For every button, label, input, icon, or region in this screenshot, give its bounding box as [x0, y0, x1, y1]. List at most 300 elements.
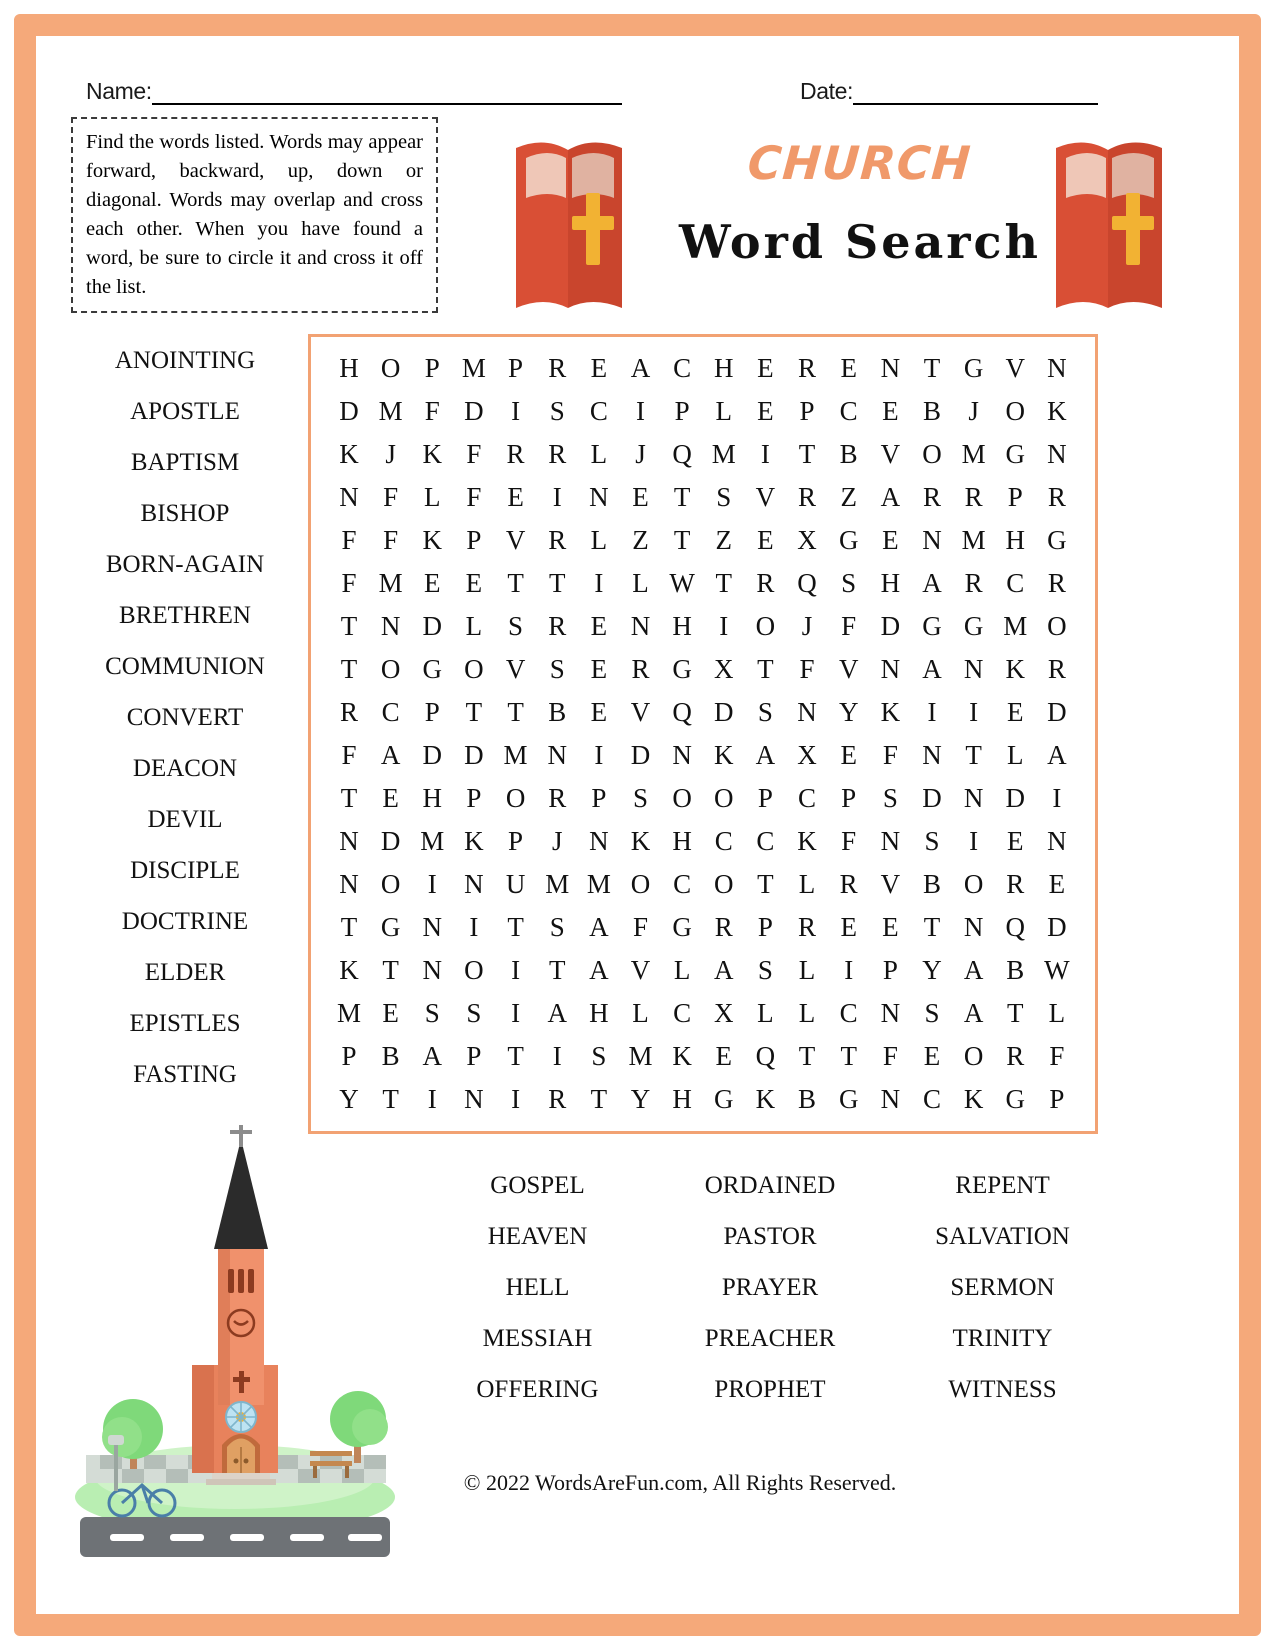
grid-cell[interactable]: N — [880, 998, 901, 1028]
grid-cell[interactable]: I — [760, 439, 770, 469]
grid-cell[interactable]: E — [382, 998, 399, 1028]
word-search-grid[interactable] — [308, 334, 1098, 1134]
grid-cell[interactable]: S — [591, 1041, 607, 1071]
grid-cell[interactable]: W — [669, 568, 695, 598]
grid-cell[interactable]: D — [1047, 912, 1067, 942]
grid-cell[interactable]: G — [380, 912, 401, 942]
grid-cell[interactable]: D — [422, 611, 443, 641]
grid-cell[interactable]: B — [1006, 955, 1025, 985]
grid-cell[interactable]: Y — [922, 955, 942, 985]
grid-cell[interactable]: M — [378, 396, 403, 426]
grid-cell[interactable]: J — [968, 396, 979, 426]
grid-cell[interactable]: T — [507, 1041, 524, 1071]
grid-cell[interactable]: N — [1047, 826, 1067, 856]
word-list-item[interactable]: SALVATION — [935, 1223, 1070, 1250]
grid-cell[interactable]: P — [466, 1041, 482, 1071]
grid-cell[interactable]: R — [714, 912, 733, 942]
grid-cell[interactable]: X — [797, 740, 817, 770]
word-list-item[interactable]: HELL — [505, 1274, 570, 1301]
grid-cell[interactable]: K — [755, 1084, 776, 1114]
grid-cell[interactable]: R — [339, 697, 358, 727]
grid-cell[interactable]: C — [673, 353, 692, 383]
word-list-item[interactable]: MESSIAH — [482, 1325, 593, 1352]
grid-cell[interactable]: I — [844, 955, 854, 985]
grid-cell[interactable]: L — [632, 568, 649, 598]
grid-cell[interactable]: N — [339, 826, 359, 856]
grid-cell[interactable]: N — [922, 525, 942, 555]
grid-cell[interactable]: T — [382, 955, 399, 985]
grid-cell[interactable]: K — [422, 439, 443, 469]
grid-cell[interactable]: N — [797, 697, 817, 727]
date-field-group[interactable] — [800, 78, 1098, 105]
grid-cell[interactable]: S — [716, 482, 732, 512]
grid-cell[interactable]: R — [631, 654, 650, 684]
word-list-item[interactable]: ORDAINED — [704, 1172, 836, 1199]
grid-cell[interactable]: O — [714, 783, 734, 813]
grid-cell[interactable]: F — [341, 740, 357, 770]
grid-cell[interactable]: E — [840, 912, 857, 942]
grid-cell[interactable]: P — [757, 912, 773, 942]
word-list-item[interactable]: PRAYER — [721, 1274, 819, 1301]
grid-cell[interactable]: A — [380, 740, 401, 770]
grid-cell[interactable]: V — [630, 697, 651, 727]
grid-cell[interactable]: L — [590, 439, 608, 469]
grid-cell[interactable]: F — [841, 826, 857, 856]
grid-cell[interactable]: T — [340, 783, 358, 813]
grid-cell[interactable]: N — [339, 869, 359, 899]
grid-cell[interactable]: A — [880, 482, 901, 512]
grid-cell[interactable]: S — [882, 783, 898, 813]
grid-cell[interactable]: O — [380, 869, 401, 899]
grid-cell[interactable]: E — [840, 740, 857, 770]
grid-cell[interactable]: M — [336, 998, 361, 1028]
grid-cell[interactable]: O — [963, 869, 984, 899]
grid-cell[interactable]: K — [880, 697, 901, 727]
grid-cell[interactable]: F — [341, 525, 357, 555]
grid-cell[interactable]: C — [673, 869, 692, 899]
grid-cell[interactable]: C — [589, 396, 608, 426]
grid-cell[interactable]: C — [673, 998, 692, 1028]
grid-cell[interactable]: I — [427, 1084, 437, 1114]
grid-cell[interactable]: Q — [1005, 912, 1025, 942]
grid-cell[interactable]: L — [632, 998, 649, 1028]
grid-cell[interactable]: I — [511, 955, 521, 985]
grid-cell[interactable]: F — [882, 740, 898, 770]
grid-cell[interactable]: T — [507, 697, 524, 727]
grid-cell[interactable]: I — [511, 998, 521, 1028]
grid-cell[interactable]: J — [551, 826, 563, 856]
grid-cell[interactable]: D — [714, 697, 734, 727]
grid-cell[interactable]: T — [340, 654, 358, 684]
word-list-item[interactable]: TRINITY — [952, 1325, 1053, 1352]
grid-cell[interactable]: O — [630, 869, 651, 899]
grid-cell[interactable]: C — [798, 783, 817, 813]
grid-cell[interactable]: E — [757, 525, 774, 555]
grid-cell[interactable]: E — [715, 1041, 733, 1071]
grid-cell[interactable]: T — [548, 568, 566, 598]
grid-cell[interactable]: O — [922, 439, 942, 469]
grid-cell[interactable]: A — [755, 740, 776, 770]
word-list-item[interactable]: DEACON — [132, 755, 238, 782]
word-list-item[interactable]: DISCIPLE — [130, 857, 240, 884]
grid-cell[interactable]: I — [469, 912, 479, 942]
grid-cell[interactable]: E — [590, 353, 608, 383]
grid-cell[interactable]: N — [547, 740, 567, 770]
name-field-group[interactable] — [86, 78, 622, 105]
grid-cell[interactable]: F — [466, 439, 482, 469]
grid-cell[interactable]: T — [757, 654, 774, 684]
grid-cell[interactable]: E — [465, 568, 483, 598]
grid-cell[interactable]: D — [1005, 783, 1025, 813]
grid-cell[interactable]: R — [964, 568, 983, 598]
grid-cell[interactable]: E — [1007, 826, 1024, 856]
grid-cell[interactable]: P — [591, 783, 607, 813]
grid-cell[interactable]: E — [923, 1041, 941, 1071]
grid-cell[interactable]: M — [961, 439, 986, 469]
grid-cell[interactable]: F — [882, 1041, 898, 1071]
grid-cell[interactable]: D — [880, 611, 901, 641]
word-list-item[interactable]: EPISTLES — [129, 1010, 241, 1037]
grid-cell[interactable]: A — [1047, 740, 1067, 770]
grid-cell[interactable]: I — [1052, 783, 1062, 813]
grid-cell[interactable]: B — [548, 697, 567, 727]
grid-cell[interactable]: T — [757, 869, 774, 899]
grid-cell[interactable]: D — [422, 740, 443, 770]
grid-cell[interactable]: R — [1047, 482, 1066, 512]
grid-cell[interactable]: F — [383, 482, 399, 512]
grid-cell[interactable]: Q — [672, 439, 692, 469]
grid-cell[interactable]: N — [672, 740, 692, 770]
grid-cell[interactable]: T — [590, 1084, 608, 1114]
grid-cell[interactable]: N — [963, 654, 984, 684]
grid-cell[interactable]: P — [1007, 482, 1023, 512]
grid-cell[interactable]: E — [382, 783, 399, 813]
word-list-item[interactable]: WITNESS — [948, 1376, 1057, 1403]
grid-cell[interactable]: A — [922, 568, 942, 598]
grid-cell[interactable]: N — [880, 353, 901, 383]
grid-cell[interactable]: S — [757, 697, 773, 727]
grid-cell[interactable]: Y — [838, 697, 859, 727]
word-list-item[interactable]: COMMUNION — [105, 653, 265, 680]
grid-cell[interactable]: I — [511, 1084, 521, 1114]
grid-cell[interactable]: G — [1005, 1084, 1025, 1114]
grid-cell[interactable]: T — [507, 568, 524, 598]
grid-cell[interactable]: I — [594, 568, 604, 598]
grid-cell[interactable]: O — [672, 783, 692, 813]
word-list-item[interactable]: DOCTRINE — [121, 908, 249, 935]
grid-cell[interactable]: G — [838, 1084, 859, 1114]
grid-cell[interactable]: K — [1047, 396, 1067, 426]
grid-cell[interactable]: G — [672, 654, 692, 684]
grid-cell[interactable]: T — [340, 912, 358, 942]
grid-cell[interactable]: C — [1006, 568, 1025, 598]
word-list-item[interactable]: REPENT — [955, 1172, 1050, 1199]
grid-cell[interactable]: R — [839, 869, 858, 899]
grid-cell[interactable]: M — [628, 1041, 653, 1071]
grid-cell[interactable]: E — [632, 482, 649, 512]
grid-cell[interactable]: O — [755, 611, 776, 641]
grid-cell[interactable]: A — [922, 654, 942, 684]
grid-cell[interactable]: Z — [715, 525, 733, 555]
grid-cell[interactable]: C — [714, 826, 733, 856]
grid-cell[interactable]: K — [630, 826, 651, 856]
grid-cell[interactable]: A — [547, 998, 567, 1028]
word-list-item[interactable]: BRETHREN — [119, 602, 251, 629]
grid-cell[interactable]: F — [466, 482, 482, 512]
grid-cell[interactable]: N — [380, 611, 401, 641]
grid-cell[interactable]: H — [672, 1084, 692, 1114]
grid-cell[interactable]: J — [385, 439, 396, 469]
grid-cell[interactable]: T — [798, 1041, 816, 1071]
grid-cell[interactable]: G — [1047, 525, 1067, 555]
grid-cell[interactable]: S — [632, 783, 648, 813]
grid-cell[interactable]: V — [630, 955, 651, 985]
word-list-item[interactable]: PASTOR — [723, 1223, 817, 1250]
grid-cell[interactable]: N — [1047, 353, 1067, 383]
word-list-item[interactable]: ANOINTING — [114, 347, 256, 374]
grid-cell[interactable]: N — [589, 826, 609, 856]
grid-cell[interactable]: E — [590, 697, 608, 727]
grid-cell[interactable]: A — [589, 912, 609, 942]
grid-cell[interactable]: T — [340, 611, 358, 641]
grid-cell[interactable]: D — [464, 740, 484, 770]
grid-cell[interactable]: Y — [339, 1084, 359, 1114]
grid-cell[interactable]: A — [630, 353, 651, 383]
grid-cell[interactable]: T — [465, 697, 483, 727]
grid-cell[interactable]: M — [420, 826, 445, 856]
grid-cell[interactable]: E — [1007, 697, 1024, 727]
grid-cell[interactable]: J — [635, 439, 646, 469]
grid-cell[interactable]: K — [339, 955, 359, 985]
grid-cell[interactable]: G — [714, 1084, 734, 1114]
grid-cell[interactable]: W — [1044, 955, 1070, 985]
grid-cell[interactable]: P — [424, 697, 440, 727]
grid-cell[interactable]: M — [1003, 611, 1028, 641]
grid-cell[interactable]: R — [548, 611, 567, 641]
grid-cell[interactable]: O — [464, 654, 484, 684]
grid-cell[interactable]: R — [1006, 869, 1025, 899]
grid-cell[interactable]: L — [424, 482, 441, 512]
grid-cell[interactable]: S — [466, 998, 482, 1028]
grid-cell[interactable]: H — [589, 998, 609, 1028]
grid-cell[interactable]: R — [1047, 568, 1066, 598]
grid-cell[interactable]: M — [545, 869, 570, 899]
grid-cell[interactable]: R — [798, 353, 817, 383]
grid-cell[interactable]: L — [798, 869, 816, 899]
grid-cell[interactable]: L — [715, 396, 733, 426]
grid-cell[interactable]: K — [422, 525, 443, 555]
grid-cell[interactable]: X — [714, 654, 734, 684]
grid-cell[interactable]: O — [1005, 396, 1025, 426]
grid-cell[interactable]: R — [964, 482, 983, 512]
grid-cell[interactable]: T — [382, 1084, 399, 1114]
grid-cell[interactable]: G — [922, 611, 942, 641]
grid-cell[interactable]: L — [1007, 740, 1024, 770]
grid-cell[interactable]: F — [341, 568, 357, 598]
grid-cell[interactable]: O — [1047, 611, 1067, 641]
grid-cell[interactable]: L — [798, 998, 816, 1028]
grid-cell[interactable]: P — [757, 783, 773, 813]
grid-cell[interactable]: N — [422, 912, 443, 942]
grid-cell[interactable]: Q — [672, 697, 692, 727]
grid-cell[interactable]: A — [963, 998, 984, 1028]
grid-cell[interactable]: P — [841, 783, 857, 813]
grid-cell[interactable]: P — [508, 826, 524, 856]
grid-cell[interactable]: K — [1005, 654, 1025, 684]
grid-cell[interactable]: T — [798, 439, 816, 469]
word-list-item[interactable]: PROPHET — [714, 1376, 826, 1403]
grid-cell[interactable]: Z — [840, 482, 857, 512]
grid-cell[interactable]: Q — [755, 1041, 776, 1071]
date-input-line[interactable] — [853, 81, 1098, 105]
grid-cell[interactable]: S — [549, 654, 565, 684]
grid-cell[interactable]: V — [755, 482, 776, 512]
grid-cell[interactable]: D — [380, 826, 401, 856]
grid-cell[interactable]: N — [464, 869, 484, 899]
grid-cell[interactable]: K — [339, 439, 359, 469]
grid-cell[interactable]: S — [924, 998, 940, 1028]
grid-cell[interactable]: N — [880, 654, 901, 684]
grid-cell[interactable]: I — [511, 396, 521, 426]
grid-cell[interactable]: I — [635, 396, 645, 426]
grid-cell[interactable]: T — [840, 1041, 857, 1071]
grid-cell[interactable]: E — [507, 482, 524, 512]
grid-cell[interactable]: L — [798, 955, 816, 985]
grid-cell[interactable]: H — [672, 611, 692, 641]
grid-cell[interactable]: V — [880, 869, 901, 899]
word-list-item[interactable]: PREACHER — [704, 1325, 836, 1352]
grid-cell[interactable]: E — [757, 396, 774, 426]
grid-cell[interactable]: P — [466, 783, 482, 813]
grid-cell[interactable]: E — [424, 568, 441, 598]
grid-cell[interactable]: O — [380, 654, 401, 684]
grid-cell[interactable]: B — [798, 1084, 817, 1114]
grid-cell[interactable]: F — [799, 654, 815, 684]
grid-cell[interactable]: N — [880, 1084, 901, 1114]
grid-cell[interactable]: M — [961, 525, 986, 555]
word-list-item[interactable]: BAPTISM — [130, 449, 240, 476]
grid-cell[interactable]: F — [841, 611, 857, 641]
grid-cell[interactable]: K — [714, 740, 734, 770]
grid-cell[interactable]: L — [1048, 998, 1066, 1028]
grid-cell[interactable]: I — [552, 1041, 562, 1071]
grid-cell[interactable]: K — [672, 1041, 692, 1071]
grid-cell[interactable]: I — [969, 826, 979, 856]
grid-cell[interactable]: T — [923, 912, 941, 942]
grid-cell[interactable]: R — [798, 482, 817, 512]
grid-cell[interactable]: A — [714, 955, 734, 985]
grid-cell[interactable]: H — [1005, 525, 1025, 555]
grid-cell[interactable]: F — [424, 396, 440, 426]
grid-cell[interactable]: L — [590, 525, 608, 555]
grid-cell[interactable]: T — [673, 482, 691, 512]
grid-cell[interactable]: I — [552, 482, 562, 512]
grid-cell[interactable]: O — [464, 955, 484, 985]
grid-cell[interactable]: T — [965, 740, 982, 770]
grid-cell[interactable]: M — [378, 568, 403, 598]
grid-cell[interactable]: R — [506, 439, 525, 469]
grid-cell[interactable]: N — [630, 611, 651, 641]
grid-cell[interactable]: B — [922, 869, 941, 899]
grid-cell[interactable]: T — [507, 912, 524, 942]
grid-cell[interactable]: P — [882, 955, 898, 985]
grid-cell[interactable]: M — [586, 869, 611, 899]
grid-cell[interactable]: N — [922, 740, 942, 770]
grid-cell[interactable]: B — [381, 1041, 400, 1071]
grid-cell[interactable]: X — [797, 525, 817, 555]
grid-cell[interactable]: G — [963, 353, 984, 383]
grid-cell[interactable]: C — [922, 1084, 941, 1114]
grid-cell[interactable]: I — [969, 697, 979, 727]
grid-cell[interactable]: V — [505, 654, 526, 684]
grid-cell[interactable]: S — [508, 611, 524, 641]
grid-cell[interactable]: S — [549, 396, 565, 426]
grid-cell[interactable]: M — [461, 353, 486, 383]
word-list-item[interactable]: DEVIL — [147, 806, 223, 833]
grid-cell[interactable]: O — [380, 353, 401, 383]
grid-cell[interactable]: C — [839, 396, 858, 426]
word-list-item[interactable]: SERMON — [950, 1274, 1055, 1301]
grid-cell[interactable]: O — [963, 1041, 984, 1071]
grid-cell[interactable]: J — [801, 611, 813, 641]
grid-cell[interactable]: V — [505, 525, 526, 555]
grid-cell[interactable]: F — [1049, 1041, 1065, 1071]
grid-cell[interactable]: R — [756, 568, 775, 598]
grid-cell[interactable]: S — [424, 998, 440, 1028]
grid-cell[interactable]: M — [503, 740, 528, 770]
grid-cell[interactable]: L — [673, 955, 691, 985]
grid-cell[interactable]: N — [1047, 439, 1067, 469]
grid-cell[interactable]: H — [422, 783, 443, 813]
grid-cell[interactable]: R — [548, 439, 567, 469]
grid-cell[interactable]: L — [465, 611, 483, 641]
grid-cell[interactable]: P — [799, 396, 815, 426]
grid-cell[interactable]: R — [798, 912, 817, 942]
word-list-item[interactable]: APOSTLE — [130, 398, 240, 425]
word-list-item[interactable]: CONVERT — [126, 704, 244, 731]
grid-cell[interactable]: T — [548, 955, 566, 985]
grid-cell[interactable]: D — [464, 396, 484, 426]
grid-cell[interactable]: H — [339, 353, 359, 383]
grid-cell[interactable]: I — [594, 740, 604, 770]
grid-cell[interactable]: I — [719, 611, 729, 641]
grid-cell[interactable]: O — [505, 783, 526, 813]
grid-cell[interactable]: O — [714, 869, 734, 899]
grid-cell[interactable]: I — [927, 697, 937, 727]
grid-cell[interactable]: P — [424, 353, 440, 383]
word-list-item[interactable]: ELDER — [144, 959, 226, 986]
grid-cell[interactable]: S — [757, 955, 773, 985]
grid-cell[interactable]: F — [632, 912, 648, 942]
grid-cell[interactable]: S — [924, 826, 940, 856]
word-list-item[interactable]: BISHOP — [140, 500, 230, 527]
grid-cell[interactable]: V — [838, 654, 859, 684]
grid-cell[interactable]: V — [880, 439, 901, 469]
grid-cell[interactable]: K — [464, 826, 484, 856]
grid-cell[interactable]: A — [589, 955, 609, 985]
grid-cell[interactable]: H — [714, 353, 734, 383]
grid-cell[interactable]: T — [715, 568, 733, 598]
grid-cell[interactable]: C — [839, 998, 858, 1028]
word-list-item[interactable]: OFFERING — [476, 1376, 599, 1403]
grid-cell[interactable]: D — [922, 783, 942, 813]
grid-cell[interactable]: R — [1006, 1041, 1025, 1071]
grid-cell[interactable]: T — [923, 353, 941, 383]
grid-cell[interactable]: Y — [630, 1084, 651, 1114]
grid-cell[interactable]: S — [841, 568, 857, 598]
grid-cell[interactable]: N — [963, 912, 984, 942]
grid-cell[interactable]: N — [422, 955, 443, 985]
